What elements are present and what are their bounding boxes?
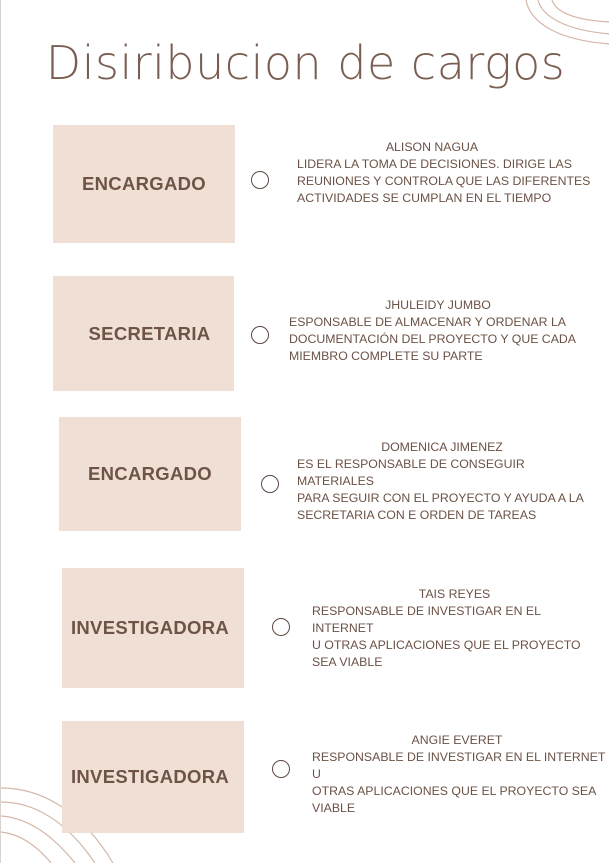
description-line: ESPONSABLE DE ALMACENAR Y ORDENAR LA xyxy=(289,315,567,329)
description-line: MIEMBRO COMPLETE SU PARTE xyxy=(289,349,483,363)
role-box xyxy=(62,568,244,688)
description-line: SECRETARIA CON E ORDEN DE TAREAS xyxy=(297,508,537,522)
role-label: ENCARGADO xyxy=(88,463,212,484)
member-name: DOMENICA JIMENEZ xyxy=(381,440,503,454)
description-line: PARA SEGUIR CON EL PROYECTO Y AYUDA A LA xyxy=(297,491,584,505)
bullet-circle-icon xyxy=(261,475,279,493)
role-box xyxy=(53,276,234,391)
role-description xyxy=(289,297,589,365)
bullet-circle-icon xyxy=(272,760,290,778)
member-name: JHULEIDY JUMBO xyxy=(385,298,491,312)
description-line: OTRAS APLICACIONES QUE EL PROYECTO SEA xyxy=(312,784,597,798)
role-description xyxy=(312,732,607,817)
role-description xyxy=(312,586,602,671)
member-name: ALISON NAGUA xyxy=(385,140,479,154)
description-line: SEA VIABLE xyxy=(312,655,383,669)
page-title: Disiribucion de cargos xyxy=(45,36,566,90)
description-line: U OTRAS APLICACIONES QUE EL PROYECTO xyxy=(312,638,581,652)
description-line: ES EL RESPONSABLE DE CONSEGUIR MATERIALES xyxy=(297,457,525,488)
role-label: ENCARGADO xyxy=(82,173,206,194)
member-name: TAIS REYES xyxy=(418,587,491,601)
role-description xyxy=(297,439,597,524)
member-name: ANGIE EVERET xyxy=(411,733,503,747)
description-line: ACTIVIDADES SE CUMPLAN EN EL TIEMPO xyxy=(297,191,552,205)
role-label: INVESTIGADORA xyxy=(70,766,230,787)
role-label: SECRETARIA xyxy=(88,322,211,344)
description-line: VIABLE xyxy=(312,801,356,815)
bullet-circle-icon xyxy=(251,326,269,344)
description-line: DOCUMENTACIÓN DEL PROYECTO Y QUE CADA xyxy=(289,332,576,346)
bullet-circle-icon xyxy=(251,171,269,189)
role-description xyxy=(297,139,597,207)
role-box xyxy=(59,417,241,531)
role-box xyxy=(53,125,235,243)
description-line: REUNIONES Y CONTROLA QUE LAS DIFERENTES xyxy=(297,174,591,188)
bullet-circle-icon xyxy=(272,618,290,636)
description-line: RESPONSABLE DE INVESTIGAR EN EL INTERNET U xyxy=(312,750,606,781)
description-line: LIDERA LA TOMA DE DECISIONES. DIRIGE LAS xyxy=(297,157,572,171)
role-box xyxy=(62,721,244,833)
role-label: INVESTIGADORA xyxy=(70,617,230,638)
description-line: RESPONSABLE DE INVESTIGAR EN EL INTERNET xyxy=(312,604,541,635)
